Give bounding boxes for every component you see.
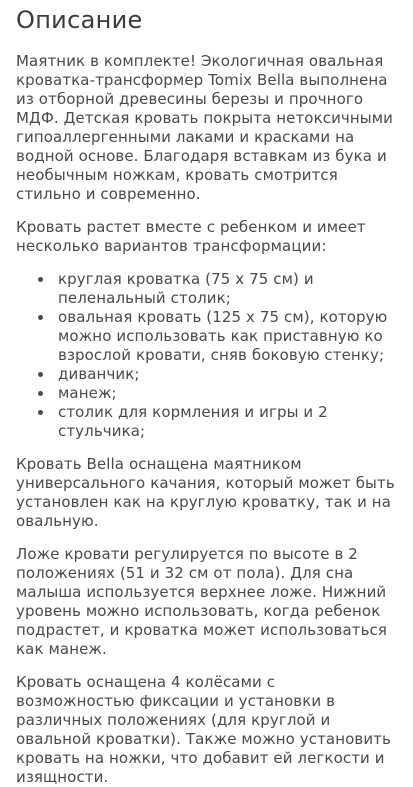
description-paragraph: Маятник в комплекте! Экологичная овальная кроватка-трансформер Tomix Bella выполнена из отборной древесины березы и прочного МДФ. Детская кровать покрыта нетоксичными гипоаллергенными лаками и красками на водной основе. Благодаря вставкам из бука и необычным ножкам, кровать смотрится стильно и современно. <box>16 52 394 203</box>
description-paragraph: Кровать оснащена 4 колёсами с возможностью фиксации и установки в различных положениях (для круглой и овальной кроватки). Также можно установить кровать на ножки, что добавит ей легкости и изящности. <box>16 673 391 786</box>
list-item: • круглая кроватка (75 х 75 см) и пеленальный столик; <box>54 270 397 308</box>
description-paragraph: Ложе кровати регулируется по высоте в 2 положениях (51 и 32 см от пола). Для сна малыша используется верхнее ложе. Нижний уровень можно использовать, когда ребенок подрастет, и кроватка может использоваться как манеж. <box>16 545 388 658</box>
description-paragraph: Кровать Bella оснащена маятником универсального качания, который может быть установлен как на круглую кроватку, так и на овальную. <box>16 455 395 530</box>
list-item: • диванчик; <box>54 365 397 384</box>
section-title: Описание <box>16 6 143 34</box>
transformation-list <box>16 270 397 441</box>
description-paragraph: Кровать растет вместе с ребенком и имеет несколько вариантов трансформации: <box>16 218 366 255</box>
list-item: • манеж; <box>54 384 397 403</box>
list-item: • столик для кормления и игры и 2 стульчика; <box>54 403 397 441</box>
list-item: • овальная кровать (125 х 75 см), которую можно использовать как приставную ко взрослой кровати, сняв боковую стенку; <box>54 308 397 365</box>
